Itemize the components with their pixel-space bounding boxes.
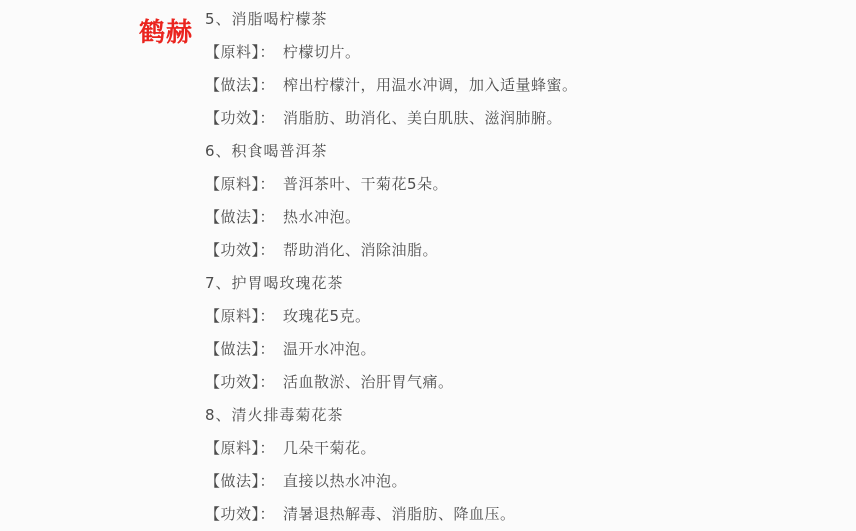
- section-5-ingredients-row: [205, 36, 578, 69]
- article-content: [205, 3, 578, 531]
- section-6-ingredients-row: [205, 168, 578, 201]
- section-8-effect-row: [205, 498, 578, 531]
- method-label: 【做法】：: [205, 208, 276, 226]
- method-label: 【做法】：: [205, 472, 276, 490]
- method-label: 【做法】：: [205, 340, 276, 358]
- effect-value: 清暑退热解毒、消脂肪、降血压。: [283, 505, 516, 523]
- effect-value: 活血散淤、治肝胃气痛。: [283, 373, 454, 391]
- effect-value: 帮助消化、消除油脂。: [283, 241, 439, 259]
- section-5-effect-row: [205, 102, 578, 135]
- section-5-method-row: [205, 69, 578, 102]
- section-7-method-row: [205, 333, 578, 366]
- section-7-effect-row: [205, 366, 578, 399]
- brand-watermark-logo: 鹤赫: [139, 18, 194, 48]
- ingredients-label: 【原料】：: [205, 439, 276, 457]
- method-value: 温开水冲泡。: [283, 340, 377, 358]
- method-value: 直接以热水冲泡。: [283, 472, 408, 490]
- ingredients-label: 【原料】：: [205, 175, 276, 193]
- section-6-effect-row: [205, 234, 578, 267]
- effect-label: 【功效】：: [205, 241, 276, 259]
- effect-label: 【功效】：: [205, 109, 276, 127]
- ingredients-value: 柠檬切片。: [283, 43, 361, 61]
- ingredients-value: 普洱茶叶、干菊花5朵。: [283, 175, 449, 193]
- method-value: 榨出柠檬汁，用温水冲调，加入适量蜂蜜。: [283, 76, 578, 94]
- ingredients-value: 玫瑰花5克。: [283, 307, 371, 325]
- effect-label: 【功效】：: [205, 505, 276, 523]
- section-6-heading: 6、积食喝普洱茶: [205, 142, 328, 160]
- section-8-method-row: [205, 465, 578, 498]
- section-5-heading: 5、消脂喝柠檬茶: [205, 10, 328, 28]
- method-value: 热水冲泡。: [283, 208, 361, 226]
- effect-label: 【功效】：: [205, 373, 276, 391]
- ingredients-label: 【原料】：: [205, 43, 276, 61]
- section-7-heading: 7、护胃喝玫瑰花茶: [205, 274, 344, 292]
- section-6-method-row: [205, 201, 578, 234]
- method-label: 【做法】：: [205, 76, 276, 94]
- section-8-ingredients-row: [205, 432, 578, 465]
- ingredients-value: 几朵干菊花。: [283, 439, 377, 457]
- section-7-ingredients-row: [205, 300, 578, 333]
- ingredients-label: 【原料】：: [205, 307, 276, 325]
- effect-value: 消脂肪、助消化、美白肌肤、滋润肺腑。: [283, 109, 563, 127]
- section-8-heading: 8、清火排毒菊花茶: [205, 406, 344, 424]
